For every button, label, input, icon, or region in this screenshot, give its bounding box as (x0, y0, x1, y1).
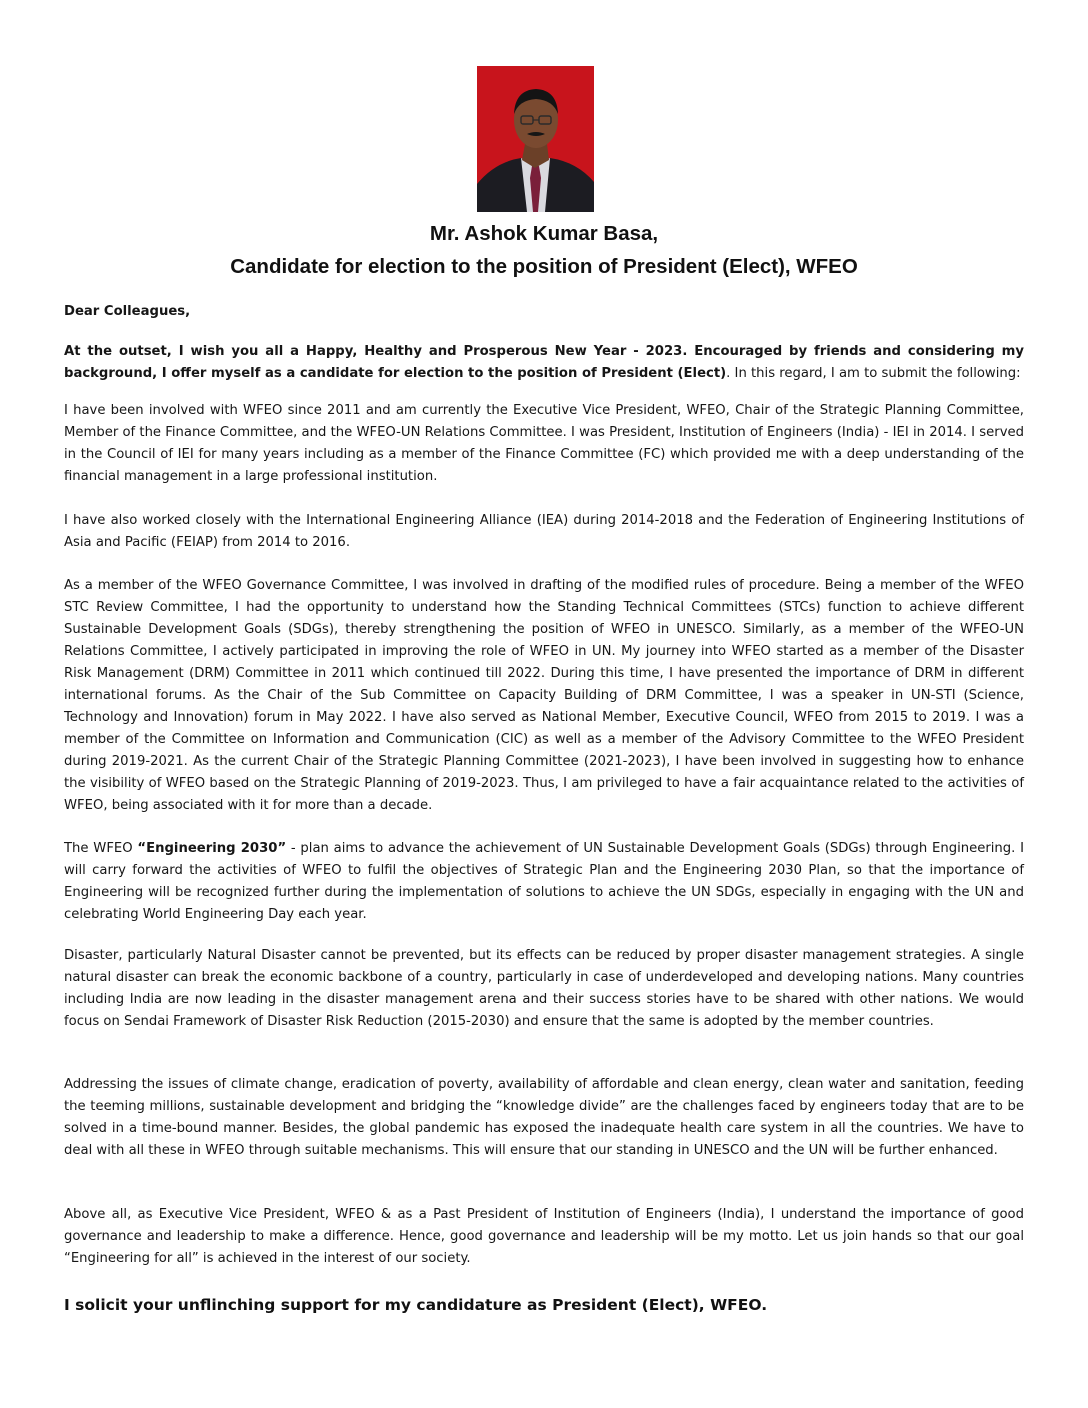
paragraph-governance: Above all, as Executive Vice President, WFEO & as a Past President of Institution of Engineers (India), I understand the importance of good governance and leadership to make a difference. Hence, good governance and leadership will be my motto. Let us join hands so that our goal “Engineering for all” is achieved in the interest of our society. (64, 1207, 1024, 1266)
paragraph-challenges: Addressing the issues of climate change, eradication of poverty, availability of affordable and clean energy, clean water and sanitation, feeding the teeming millions, sustainable development and bridging the “knowledge divide” are the challenges faced by engineers today that are to be solved in a time-bound manner. Besides, the global pandemic has exposed the inadequate health care system in all the countries. We have to deal with all these in WFEO through suitable mechanisms. This will ensure that our standing in UNESCO and the UN will be further enhanced. (64, 1077, 1024, 1158)
engineering-2030-bold: “Engineering 2030” (137, 841, 287, 856)
paragraph-disaster: Disaster, particularly Natural Disaster cannot be prevented, but its effects can be reduced by proper disaster management strategies. A single natural disaster can break the economic backbone of a country, particularly in case of underdeveloped and developing nations. Many countries including India are now leading in the disaster management arena and their success stories have to be shared with other nations. We would focus on Sendai Framework of Disaster Risk Reduction (2015-2030) and ensure that the same is adopted by the member countries. (64, 948, 1024, 1029)
paragraph-iea-feiap: I have also worked closely with the International Engineering Alliance (IEA) during 2014-2018 and the Federation of Engineering Institutions of Asia and Pacific (FEIAP) from 2014 to 2016. (64, 513, 1024, 550)
paragraph-committees: As a member of the WFEO Governance Committee, I was involved in drafting of the modified rules of procedure. Being a member of the WFEO STC Review Committee, I had the opportunity to understand how the Standing Technical Committees (STCs) function to achieve different Sustainable Development Goals (SDGs), thereby strengthening the position of WFEO in UNESCO. Similarly, as a member of the WFEO-UN Relations Committee, I actively participated in improving the role of WFEO in UN. My journey into WFEO started as a member of the Disaster Risk Management (DRM) Committee in 2011 which continued till 2022. During this time, I have presented the importance of DRM in different international forums. As the Chair of the Sub Committee on Capacity Building of DRM Committee, I was a speaker in UN-STI (Science, Technology and Innovation) forum in May 2022. I have also served as National Member, Executive Council, WFEO from 2015 to 2019. I was a member of the Committee on Information and Communication (CIC) as well as a member of the Advisory Committee to the WFEO President during 2019-2021. As the current Chair of the Strategic Planning Committee (2021-2023), I have been involved in suggesting how to enhance the visibility of WFEO based on the Strategic Planning of 2019-2023. Thus, I am privileged to have a fair acquaintance related to the activities of WFEO, being associated with it for more than a decade. (64, 578, 1024, 813)
intro-bold-text: At the outset, I wish you all a Happy, Healthy and Prosperous New Year - 2023. Encouraged by friends and considering my background, I offer myself as a candidate for election to the position of President (Elect) (64, 344, 1024, 381)
candidate-name: Mr. Ashok Kumar Basa, (429, 222, 659, 245)
paragraph-intro (64, 341, 1024, 385)
paragraph-involvement: I have been involved with WFEO since 2011 and am currently the Executive Vice President, WFEO, Chair of the Strategic Planning Committee, Member of the Finance Committee, and the WFEO-UN Relations Committee. I was President, Institution of Engineers (India) - IEI in 2014. I served in the Council of IEI for many years including as a member of the Finance Committee (FC) which provided me with a deep understanding of the financial management in a large professional institution. (64, 403, 1024, 484)
salutation: Dear Colleagues, (64, 304, 191, 319)
engineering-2030-rest: - plan aims to advance the achievement of UN Sustainable Development Goals (SDGs) through Engineering. I will carry forward the activities of WFEO to fulfil the objectives of Strategic Plan and the Engineering 2030 Plan, so that the importance of Engineering will be recognized further during the implementation of solutions to achieve the UN SDGs, especially in engaging with the UN and celebrating World Engineering Day each year. (64, 841, 1024, 922)
intro-rest-text: . In this regard, I am to submit the following: (726, 366, 1021, 381)
engineering-2030-pre: The WFEO (64, 841, 138, 856)
candidate-photo (477, 66, 594, 212)
closing-appeal: I solicit your unflinching support for my candidature as President (Elect), WFEO. (64, 1296, 768, 1314)
candidate-title: Candidate for election to the position of President (Elect), WFEO (230, 255, 858, 278)
paragraph-engineering-2030 (64, 838, 1024, 926)
